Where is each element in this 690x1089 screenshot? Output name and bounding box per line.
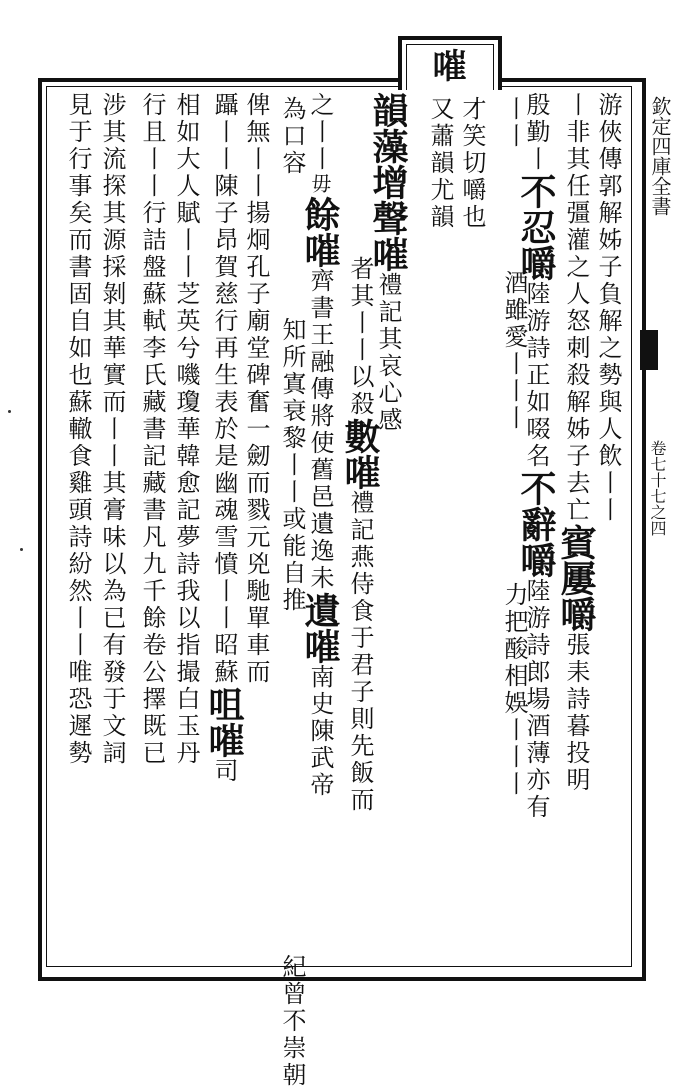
body-text: 殷勤丨 — [522, 92, 550, 173]
body-text: 紀曾不崇朝 — [278, 954, 306, 1089]
body-text: 知所寘衰黎丨丨或能自推 — [278, 317, 306, 614]
headword-character: 賓 — [555, 524, 597, 560]
body-text: 者其丨丨以殺 — [346, 256, 374, 418]
text-column — [555, 92, 597, 794]
headword-character: 數 — [339, 418, 381, 454]
body-text: 相如大人賦丨丨芝英兮嘰瓊華韓愈記夢詩我以指撮白玉丹 — [172, 92, 200, 767]
text-column — [62, 92, 94, 767]
body-text: 俾無丨丨揚炯孔子廟堂碑奮一劒而戮元兇馳單車而 — [242, 92, 270, 686]
body-text: 丨非其任彊灌之人怒刺殺解姊子去亡 — [562, 92, 590, 524]
body-text: 齊書王融傳將使舊邑遺逸未 — [306, 268, 334, 592]
body-text: 禮記其哀心感 — [374, 272, 402, 434]
body-text: 張耒詩暮投明 — [562, 632, 590, 794]
text-column — [367, 92, 409, 434]
headword-character: 不 — [515, 470, 557, 506]
body-text: 游俠傳郭解姊子負解之勢與人飲丨丨 — [594, 92, 622, 524]
text-column — [498, 96, 530, 798]
margin-volume-number: 卷七十七之四 — [648, 440, 667, 536]
text-column — [136, 92, 168, 767]
text-column — [240, 92, 272, 686]
annotation-note: 毋 — [308, 173, 332, 196]
headword-character: 不 — [515, 173, 557, 209]
headword-character: 聲 — [367, 200, 409, 236]
body-text: 南史陳武帝 — [306, 664, 334, 799]
headword-character: 嗺 — [203, 722, 245, 758]
headword-character: 嗺 — [367, 236, 409, 272]
headword-character: 韻 — [367, 92, 409, 128]
headword-character: 嗺 — [339, 454, 381, 490]
headword-character: 餘 — [299, 196, 341, 232]
text-column — [299, 92, 341, 799]
body-text: 躡丨丨陳子昂賀慈行再生表於是幽魂雪憤丨丨昭蘇 — [210, 92, 238, 686]
headword-character: 屢 — [555, 560, 597, 596]
body-text: 涉其流探其源採剝其華實而丨丨其膏味以為已有發于文詞 — [98, 92, 126, 767]
fishtail-mark — [640, 330, 658, 370]
headword-character: 咀 — [203, 686, 245, 722]
text-column — [96, 92, 128, 767]
body-text: 司 — [210, 758, 238, 785]
body-text: 陸游詩郎場酒薄亦有 — [522, 578, 550, 821]
headword-character: 嚼 — [555, 596, 597, 632]
body-text: 見于行事矣而書固自如也蘇轍食雞頭詩紛然丨丨唯恐遲勢 — [64, 92, 92, 767]
headword-character: 藻 — [367, 128, 409, 164]
headword-character: 嚼 — [515, 542, 557, 578]
body-text: 才笑切嚼也 — [458, 96, 486, 231]
text-column — [456, 96, 488, 231]
ink-speck — [8, 410, 11, 413]
text-column — [424, 96, 456, 231]
headword-character: 忍 — [515, 209, 557, 245]
text-column — [203, 92, 245, 785]
body-text: 禮記燕侍食于君子則先飯而 — [346, 490, 374, 814]
body-text: 酒雖愛丨丨丨 — [500, 270, 528, 432]
text-column — [170, 92, 202, 767]
body-text: 力把酸相娛丨丨丨 — [500, 582, 528, 798]
headword-character: 嗺 — [299, 628, 341, 664]
text-column — [592, 92, 624, 524]
body-text: 丨丨 — [500, 96, 528, 150]
margin-book-title: 欽定四庫全書 — [648, 96, 672, 216]
headword-character: 遺 — [299, 592, 341, 628]
headword-character: 辭 — [515, 506, 557, 542]
body-text: 又蕭韻尤韻 — [426, 96, 454, 231]
body-text: 陸游詩正如啜名 — [522, 281, 550, 470]
headword-character: 嗺 — [299, 232, 341, 268]
body-text: 行且丨丨行詰盤蘇軾李氏藏書記藏書凡九千餘卷公擇既已 — [138, 92, 166, 767]
headword-character: 嚼 — [515, 245, 557, 281]
text-column — [339, 256, 381, 814]
ink-speck — [20, 548, 23, 551]
entry-heading: 嗺 — [426, 48, 466, 85]
body-text: 為口容 — [278, 96, 306, 177]
body-text: 之丨丨 — [306, 92, 334, 173]
text-column — [276, 96, 308, 1089]
headword-character: 增 — [367, 164, 409, 200]
